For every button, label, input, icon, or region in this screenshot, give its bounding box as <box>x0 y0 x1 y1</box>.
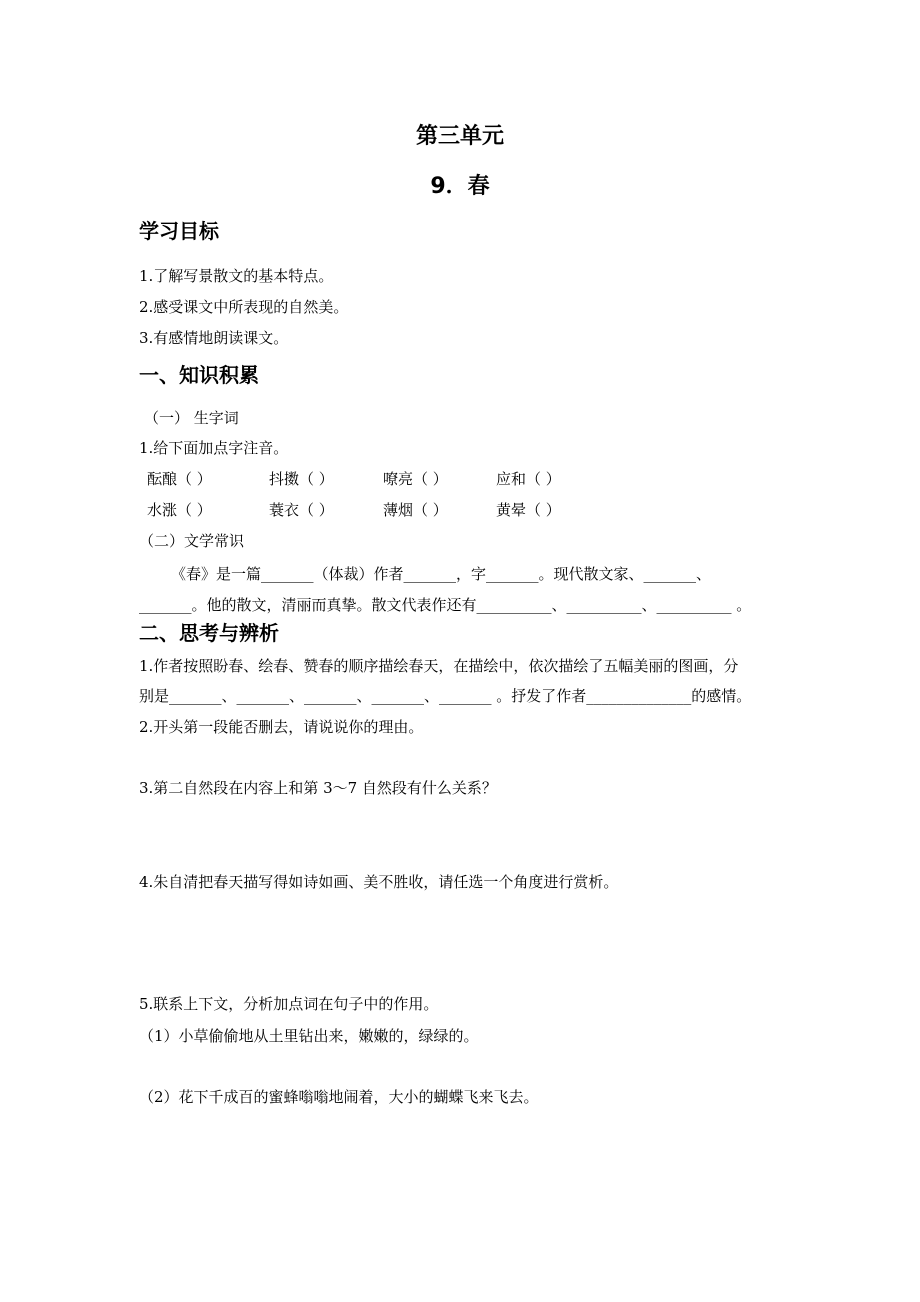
pinyin-item: 应和（ ） <box>496 470 561 488</box>
pinyin-item: 蓑衣（ ） <box>269 501 334 519</box>
section2-heading: 二、思考与辨析 <box>139 621 279 645</box>
question-1-line: 别是_______、_______、_______、_______、_______ 。抒发了作者______________的感情。 <box>139 687 752 705</box>
section1-heading: 一、知识积累 <box>139 363 259 387</box>
literature-fill-line: 《春》是一篇_______（体裁）作者_______，字_______。现代散文家、_______、 <box>171 565 712 583</box>
pinyin-item: 嘹亮（ ） <box>383 470 448 488</box>
objective-item: 2.感受课文中所表现的自然美。 <box>139 298 349 316</box>
objective-item: 3.有感情地朗读课文。 <box>139 329 289 347</box>
pinyin-item: 抖擞（ ） <box>269 470 334 488</box>
pinyin-item: 薄烟（ ） <box>383 501 448 519</box>
objective-item: 1.了解写景散文的基本特点。 <box>139 267 334 285</box>
pinyin-item: 黄晕（ ） <box>496 501 561 519</box>
question-3: 3.第二自然段在内容上和第 3～7 自然段有什么关系？ <box>139 779 497 797</box>
literature-fill-line: _______。他的散文，清丽而真挚。散文代表作还有__________、__________、__________ 。 <box>139 596 752 614</box>
objectives-heading: 学习目标 <box>139 219 219 243</box>
literature-subheading: （二）文学常识 <box>139 532 245 550</box>
pinyin-instruction: 1.给下面加点字注音。 <box>139 439 289 457</box>
question-5-item: （2）花下千成百的蜜蜂嗡嗡地闹着，大小的蝴蝶飞来飞去。 <box>139 1088 539 1106</box>
question-5: 5.联系上下文，分析加点词在句子中的作用。 <box>139 995 439 1013</box>
question-5-item: （1）小草偷偷地从土里钻出来，嫩嫩的，绿绿的。 <box>139 1027 479 1045</box>
pinyin-item: 酝酿（ ） <box>147 470 212 488</box>
question-2: 2.开头第一段能否删去，请说说你的理由。 <box>139 718 424 736</box>
question-4: 4.朱自清把春天描写得如诗如画、美不胜收，请任选一个角度进行赏析。 <box>139 873 619 891</box>
unit-title: 第三单元 <box>415 124 504 149</box>
pinyin-item: 水涨（ ） <box>147 501 212 519</box>
vocab-subheading: （一） 生字词 <box>144 409 239 427</box>
lesson-title: 9．春 <box>430 174 490 199</box>
question-1-line: 1.作者按照盼春、绘春、赞春的顺序描绘春天，在描绘中，依次描绘了五幅美丽的图画，分 <box>139 657 739 675</box>
